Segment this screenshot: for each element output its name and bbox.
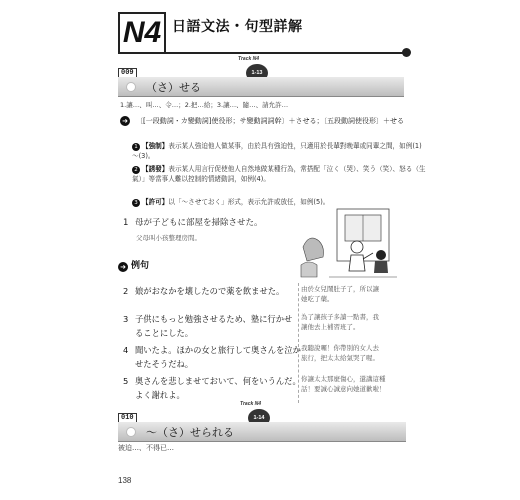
- usage-item: [132, 197, 428, 207]
- usage-number: 2: [132, 166, 140, 174]
- examples-arrow-icon: ➜: [118, 262, 128, 272]
- example-japanese-line: ることにした。: [135, 328, 194, 338]
- example-translation-line: 由於女兒鬧肚子了，所以讓: [301, 285, 379, 293]
- example-japanese: [123, 374, 303, 402]
- bullet-circle-icon: [126, 427, 136, 437]
- example-translation-line: 讓他去上補習班了。: [301, 323, 360, 331]
- example-number: 4: [123, 345, 129, 355]
- header-dot-icon: [402, 48, 411, 57]
- example-japanese-line: 子供にもっと勉強させるため、塾に行かせ: [135, 314, 293, 324]
- usage-item: [132, 164, 428, 184]
- example-translation: [301, 284, 399, 304]
- example-japanese-line: せたそうだね。: [135, 359, 194, 369]
- entry-title: ～（さ）せられる: [146, 426, 234, 439]
- example-japanese: [123, 343, 303, 371]
- usage-tag: 【誘發】: [142, 165, 169, 173]
- usage-number: 1: [132, 143, 140, 151]
- example-japanese: [123, 284, 303, 298]
- chapter-header: [118, 12, 408, 56]
- entry-meaning: 1.讓…、叫…、令…；2.把…給；3.讓…、隨…、請允許…: [120, 101, 289, 109]
- chapter-title: 日語文法・句型詳解: [172, 19, 303, 35]
- entry-number: 009: [118, 68, 137, 79]
- entry-title-bar: [118, 77, 404, 97]
- example-number: 3: [123, 314, 129, 324]
- example-number: 1: [123, 218, 129, 228]
- bullet-circle-icon: [126, 82, 136, 92]
- usage-text: 表示某人強迫他人做某事，由於具有強迫性，只適用於長輩對晚輩或同輩之間，如例(1)～(3)。: [132, 142, 422, 160]
- example-translation: [301, 343, 399, 363]
- connection-arrow-icon: ➜: [120, 116, 130, 126]
- example-translation: 父母叫小孩整理房間。: [136, 234, 201, 242]
- usage-text: 以「～させておく」形式，表示允許或放任，如例(5)。: [168, 198, 330, 206]
- connection-rule: 〔[一段動詞・カ變動詞]使役形；サ變動詞詞幹〕＋させる；〔五段動詞使役形〕＋せる: [136, 117, 404, 125]
- example-number: 5: [123, 376, 129, 386]
- example-japanese-line: 奥さんを悲しませておいて、何をいうんだ。: [135, 376, 301, 386]
- example-japanese: [123, 312, 303, 340]
- examples-heading-text: 例句: [131, 261, 150, 271]
- header-rule: [166, 52, 404, 54]
- usage-item: [132, 141, 428, 161]
- track-label: Track N4: [238, 56, 260, 62]
- example-translation-line: 話！要誠心誠意向她道歉啦！: [301, 385, 386, 393]
- example-japanese: 母が子どもに部屋を掃除させた。: [135, 218, 263, 228]
- illustration-image: [299, 207, 402, 281]
- page-number: 138: [118, 476, 132, 485]
- usage-text: 表示某人用言行促使他人自然地做某種行為，常搭配「泣く（哭）、笑う（笑）、怒る（生氣）」等當事人難以控制的情緒動詞，如例(4)。: [132, 165, 426, 183]
- example-translation-line: 她吃了藥。: [301, 295, 334, 303]
- example-translation-line: 為了讓孩子多讀一點書，我: [301, 313, 379, 321]
- example-number: 2: [123, 286, 129, 296]
- track-number: 1-14: [248, 409, 270, 427]
- example-translation: [301, 374, 399, 394]
- example-japanese-line: 聞いたよ。ほかの女と旅行して奥さんを泣か: [135, 345, 301, 355]
- usage-number: 3: [132, 199, 140, 207]
- example-translation-line: 我聽說囉！你帶別的女人去: [301, 344, 379, 352]
- example-translation-line: 旅行，把太太給氣哭了喔。: [301, 354, 379, 362]
- track-number: 1-13: [246, 64, 268, 82]
- entry-meaning: 被迫…、不得已…: [118, 444, 174, 452]
- examples-heading: [118, 258, 149, 271]
- usage-tag: 【強制】: [142, 142, 169, 150]
- entry-title-bar: [118, 422, 406, 442]
- usage-tag: 【許可】: [142, 198, 169, 206]
- entry-title: （さ）せる: [146, 81, 201, 94]
- example-translation: [301, 312, 399, 332]
- example-japanese-line: 娘がおなかを壊したので薬を飲ませた。: [135, 286, 285, 296]
- track-label: Track N4: [240, 401, 262, 407]
- level-badge: N4: [118, 12, 166, 54]
- example-translation-line: 你讓太太那麼傷心，還講這種: [301, 375, 386, 383]
- example-sentence: [123, 217, 263, 229]
- entry-number: 010: [118, 413, 137, 424]
- example-japanese-line: よく謝れよ。: [135, 390, 185, 400]
